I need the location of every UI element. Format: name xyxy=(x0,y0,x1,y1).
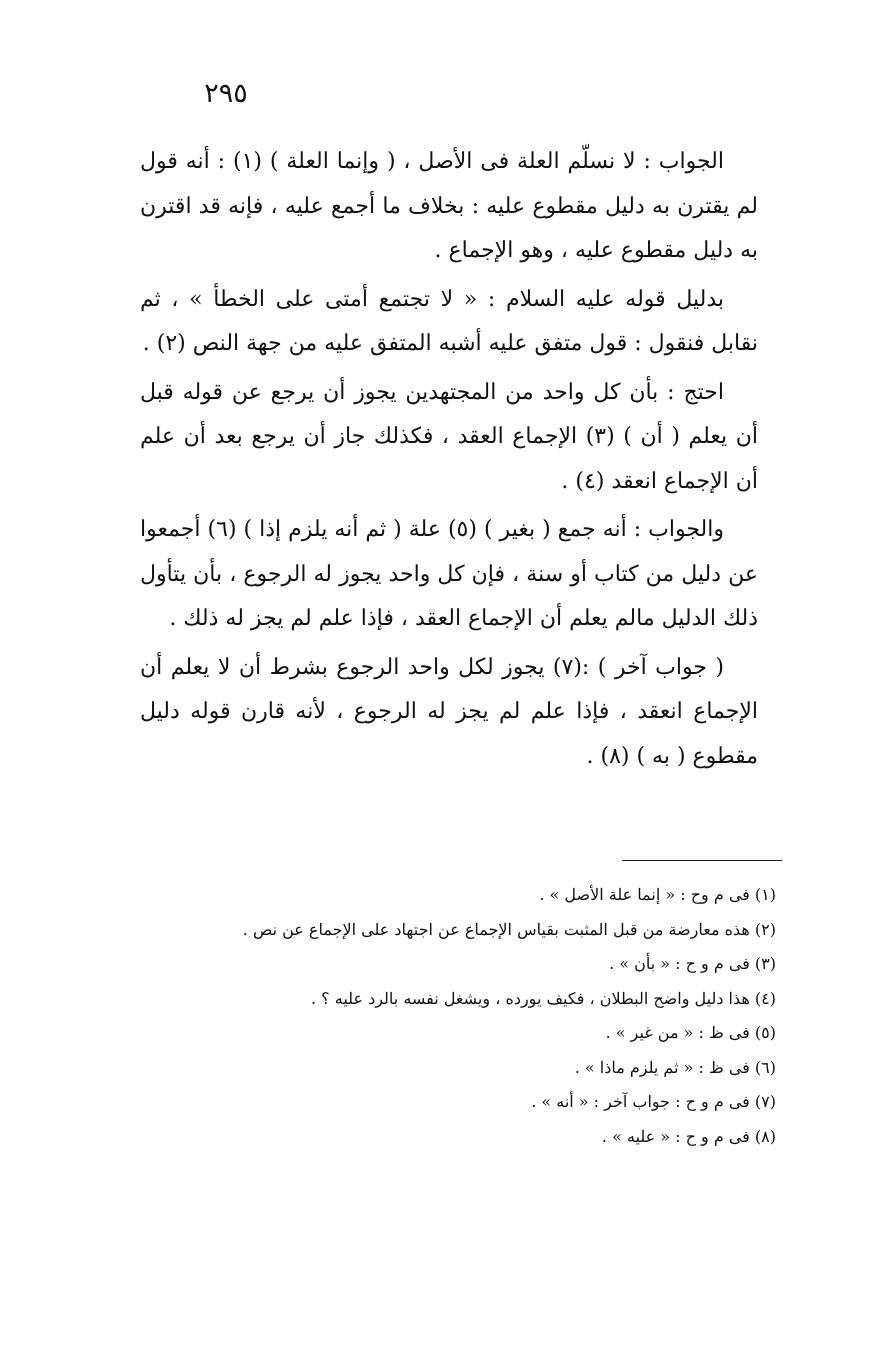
main-text xyxy=(140,140,758,783)
footnote-separator xyxy=(622,860,782,861)
footnote-2: (٢) هذه معارضة من قبل المثبت بقياس الإجماع عن اجتهاد على الإجماع عن نص . xyxy=(242,919,776,939)
footnote-3: (٣) فى م و ح : « بأن » . xyxy=(609,954,776,973)
paragraph-another-answer: ( جواب آخر ) :(٧) يجوز لكل واحد الرجوع بشرط أن لا يعلم أن الإجماع انعقد ، فإذا علم لم يجز له الرجوع ، لأنه قارن قوله دليل مقطوع ( به ) (٨) . xyxy=(140,654,758,769)
footnote-6: (٦) فى ظ : « ثم يلزم ماذا » . xyxy=(574,1057,776,1077)
footnote-7: (٧) فى م و ح : جواب آخر : « أنه » . xyxy=(531,1092,776,1111)
paragraph-answer: الجواب : لا نسلّم العلة فى الأصل ، ( وإنما العلة ) (١) : أنه قول لم يقترن به دليل مقطوع عليه : بخلاف ما أجمع عليه ، فإنه قد اقترن به دليل مقطوع عليه ، وهو الإجماع . xyxy=(140,149,758,263)
footnotes xyxy=(150,878,776,1154)
page-number: ٢٩٥ xyxy=(204,78,248,109)
footnote-4: (٤) هذا دليل واضح البطلان ، فكيف يورده ، ويشغل نفسه بالرد عليه ؟ . xyxy=(311,988,776,1008)
paragraph-argument: احتج : بأن كل واحد من المجتهدين يجوز أن يرجع عن قوله قبل أن يعلم ( أن ) (٣) الإجماع العقد ، فكذلك جاز أن يرجع بعد أن علم أن الإجماع انعقد (٤) . xyxy=(140,379,759,494)
paragraph-hadith-evidence: بدليل قوله عليه السلام : « لا تجتمع أمتى على الخطأ » ، ثم نقابل فنقول : قول متفق عليه أشبه المتفق عليه من جهة النص (٢) . xyxy=(140,286,758,356)
footnote-5: (٥) فى ظ : « من غير » . xyxy=(605,1023,776,1042)
footnote-8: (٨) فى م و ح : « عليه » . xyxy=(601,1126,776,1146)
footnote-1: (١) فى م وح : « إنما علة الأصل » . xyxy=(539,885,776,904)
paragraph-reply: والجواب : أنه جمع ( بغير ) (٥) علة ( ثم أنه يلزم إذا ) (٦) أجمعوا عن دليل من كتاب أو سنة ، فإن كل واحد يجوز له الرجوع ، بأن يتأول ذلك الدليل مالم يعلم أن الإجماع العقد ، فإذا علم لم يجز له ذلك . xyxy=(140,517,758,631)
